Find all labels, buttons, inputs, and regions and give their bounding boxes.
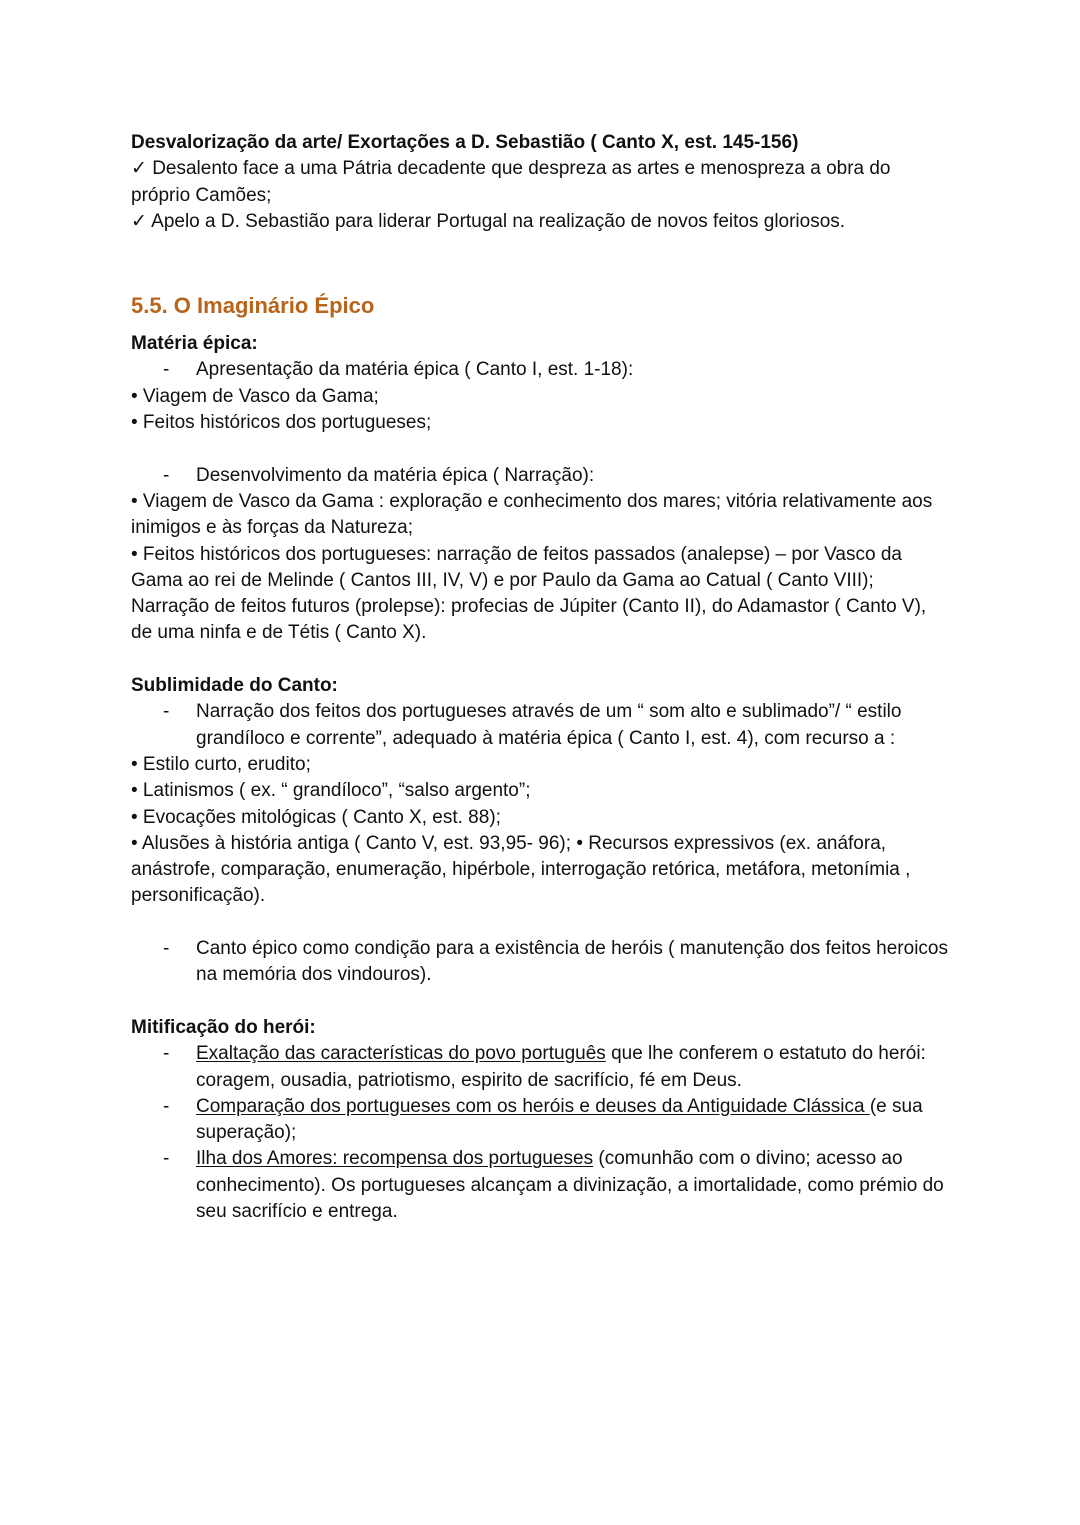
bullet-item: • Latinismos ( ex. “ grandíloco”, “salso argento”; xyxy=(131,780,531,802)
dash-item: - Exaltação das características do povo português que lhe conferem o estatuto do herói: coragem, ousadia, patriotismo, espirito de sacrifício, fé em Deus. xyxy=(163,1043,926,1091)
dash-item: - Comparação dos portugueses com os heróis e deuses da Antiguidade Clássica (e sua superação); xyxy=(163,1095,923,1144)
check-icon: ✓ xyxy=(131,158,147,180)
dash-item: - Narração dos feitos dos portugueses através de um “ som alto e sublimado”/ “ estilo grandíloco e corrente”, adequado à matéria épica ( Canto I, est. 4), com recurso a : xyxy=(163,701,902,749)
subheading-mitificacao: Mitificação do herói: xyxy=(131,1016,316,1038)
document-page xyxy=(131,130,951,1225)
check-item: ✓ Desalento face a uma Pátria decadente que despreza as artes e menospreza a obra do próprio Camões; xyxy=(131,158,891,206)
section-title-art: Desvalorização da arte/ Exortações a D. Sebastião ( Canto X, est. 145-156) xyxy=(131,132,799,153)
bullet-item: • Feitos históricos dos portugueses; xyxy=(131,412,432,434)
bullet-item: • Viagem de Vasco da Gama; xyxy=(131,385,379,407)
dash-marker: - xyxy=(163,1148,170,1170)
bullet-item: • Viagem de Vasco da Gama : exploração e conhecimento dos mares; vitória relativamente aos inimigos e às forças da Natureza; xyxy=(131,490,933,539)
bullet-item: • Alusões à história antiga ( Canto V, est. 93,95- 96); • Recursos expressivos (ex. anáfora, anástrofe, comparação, enumeração, hipérbole, interrogação retórica, metáfora, metonímia , personificação). xyxy=(131,832,911,907)
subheading-materia: Matéria épica: xyxy=(131,333,258,355)
dash-marker: - xyxy=(163,701,170,723)
section-heading: 5.5. O Imaginário Épico xyxy=(131,293,375,319)
dash-item: - Apresentação da matéria épica ( Canto I, est. 1-18): xyxy=(131,357,951,383)
dash-item: - Canto épico como condição para a existência de heróis ( manutenção dos feitos heroicos na memória dos vindouros). xyxy=(163,938,948,986)
dash-marker: - xyxy=(163,938,170,960)
bullet-item: • Estilo curto, erudito; xyxy=(131,753,311,775)
subheading-sublimidade: Sublimidade do Canto: xyxy=(131,675,338,697)
check-icon: ✓ xyxy=(131,210,147,232)
dash-marker: - xyxy=(163,359,170,381)
dash-item: - Desenvolvimento da matéria épica ( Narração): xyxy=(131,463,951,489)
dash-marker: - xyxy=(163,1095,170,1117)
bullet-item: • Evocações mitológicas ( Canto X, est. 88); xyxy=(131,806,501,828)
check-item: ✓ Apelo a D. Sebastião para liderar Portugal na realização de novos feitos gloriosos. xyxy=(131,210,846,232)
bullet-item: • Feitos históricos dos portugueses: narração de feitos passados (analepse) – por Vasco da Gama ao rei de Melinde ( Cantos III, IV, V) e por Paulo da Gama ao Catual ( Canto VIII); Narração de feitos futuros (prolepse): profecias de Júpiter (Canto II), do Adamastor ( Canto V), de uma ninfa e de Tétis ( Canto X). xyxy=(131,543,927,644)
dash-marker: - xyxy=(163,464,170,486)
dash-item: - Ilha dos Amores: recompensa dos portugueses (comunhão com o divino; acesso ao conhecimento). Os portugueses alcançam a divinização, a imortalidade, como prémio do seu sacrifício e entrega. xyxy=(163,1148,944,1222)
dash-marker: - xyxy=(163,1043,170,1065)
